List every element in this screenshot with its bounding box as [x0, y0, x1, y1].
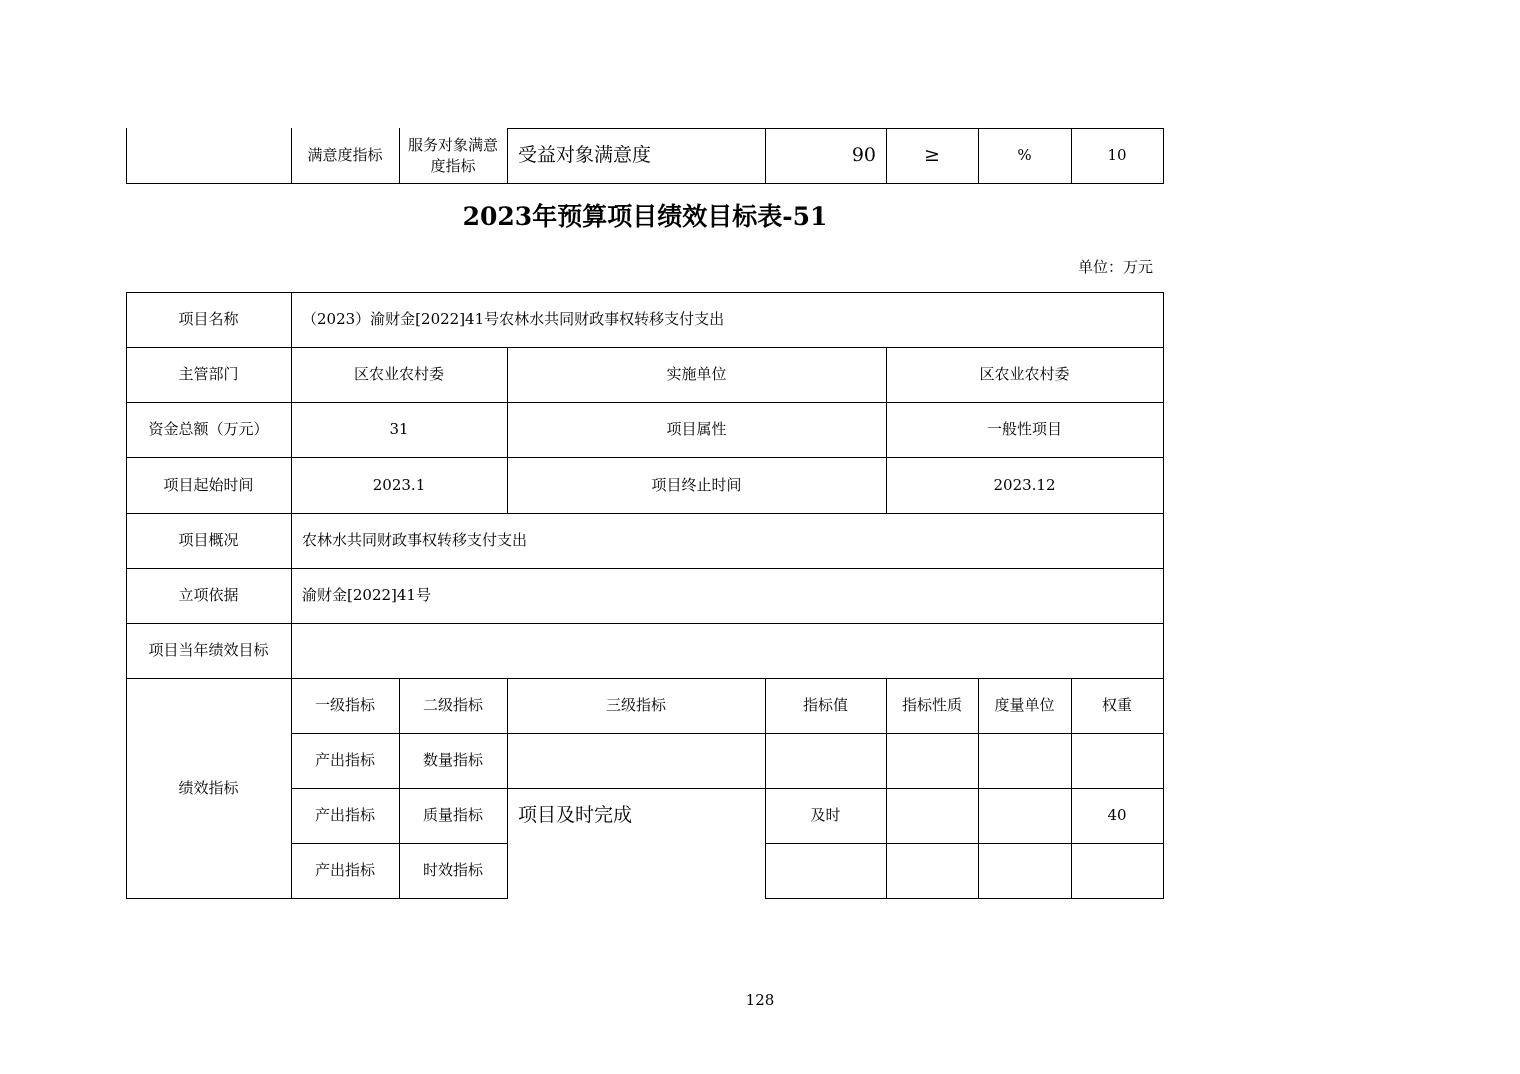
row-unit [978, 788, 1071, 843]
impl-unit-label: 实施单位 [666, 365, 727, 383]
row-level2: 时效指标 [422, 861, 483, 879]
prev-level3: 受益对象满意度 [518, 144, 652, 166]
attr-label: 项目属性 [666, 420, 727, 438]
prev-unit: % [1017, 146, 1032, 164]
prev-value: 90 [851, 144, 876, 166]
row-level2: 数量指标 [422, 751, 483, 769]
prev-level2: 服务对象满意度指标 [407, 135, 498, 175]
prev-table-divider [1163, 128, 1164, 184]
row-unit [978, 843, 1071, 898]
attr-value: 一般性项目 [986, 420, 1062, 438]
overview-label: 项目概况 [178, 531, 239, 549]
unit-label: 单位：万元 [1077, 258, 1153, 276]
dept-value: 区农业农村委 [353, 365, 444, 383]
start-value: 2023.1 [372, 475, 426, 494]
end-value: 2023.12 [993, 475, 1056, 494]
funds-value: 31 [389, 420, 409, 438]
start-label: 项目起始时间 [163, 475, 254, 494]
header-unit: 度量单位 [994, 696, 1055, 714]
header-level2: 二级指标 [422, 696, 483, 714]
project-name-value: （2023）渝财金[2022]41号农林水共同财政事权转移支付支出 [302, 310, 725, 328]
table-line [1163, 292, 1164, 899]
page-title: 2023年预算项目绩效目标表-51 [462, 202, 828, 231]
header-level1: 一级指标 [314, 696, 375, 714]
prev-level1: 满意度指标 [307, 146, 383, 164]
row-nature [886, 788, 978, 843]
header-nature: 指标性质 [901, 696, 962, 714]
goal-label: 项目当年绩效目标 [148, 641, 269, 659]
row-level3 [507, 733, 765, 788]
header-level3: 三级指标 [605, 696, 666, 714]
row-nature [886, 733, 978, 788]
prev-nature: ≥ [924, 144, 940, 166]
table-line [765, 898, 1164, 899]
basis-label: 立项依据 [178, 586, 239, 604]
prev-table-bottom-border [126, 183, 1164, 184]
row-level3: 项目及时完成 [518, 804, 633, 826]
row-unit [978, 733, 1071, 788]
end-label: 项目终止时间 [651, 475, 742, 494]
row-value [765, 733, 886, 788]
row-value [765, 843, 886, 898]
row-level1: 产出指标 [314, 751, 375, 769]
funds-label: 资金总额（万元） [148, 420, 269, 438]
prev-table-divider [126, 128, 127, 184]
row-weight [1071, 733, 1163, 788]
basis-value: 渝财金[2022]41号 [302, 586, 431, 604]
impl-unit-value: 区农业农村委 [979, 365, 1070, 383]
dept-label: 主管部门 [178, 365, 239, 383]
header-weight: 权重 [1101, 696, 1132, 714]
overview-value: 农林水共同财政事权转移支付支出 [302, 531, 528, 549]
header-value: 指标值 [802, 696, 848, 714]
page-number: 128 [745, 991, 775, 1009]
row-value: 及时 [810, 806, 841, 824]
row-nature [886, 843, 978, 898]
row-level1: 产出指标 [314, 806, 375, 824]
goal-value [291, 623, 1163, 678]
row-level3 [507, 843, 765, 898]
row-weight: 40 [1107, 806, 1127, 824]
prev-weight: 10 [1107, 146, 1127, 164]
indicators-section-label: 绩效指标 [178, 778, 239, 797]
row-level1: 产出指标 [314, 861, 375, 879]
prev-table-divider [399, 128, 400, 184]
row-level2: 质量指标 [422, 806, 483, 824]
row-weight [1071, 843, 1163, 898]
table-line [126, 898, 508, 899]
project-name-label: 项目名称 [178, 310, 239, 328]
